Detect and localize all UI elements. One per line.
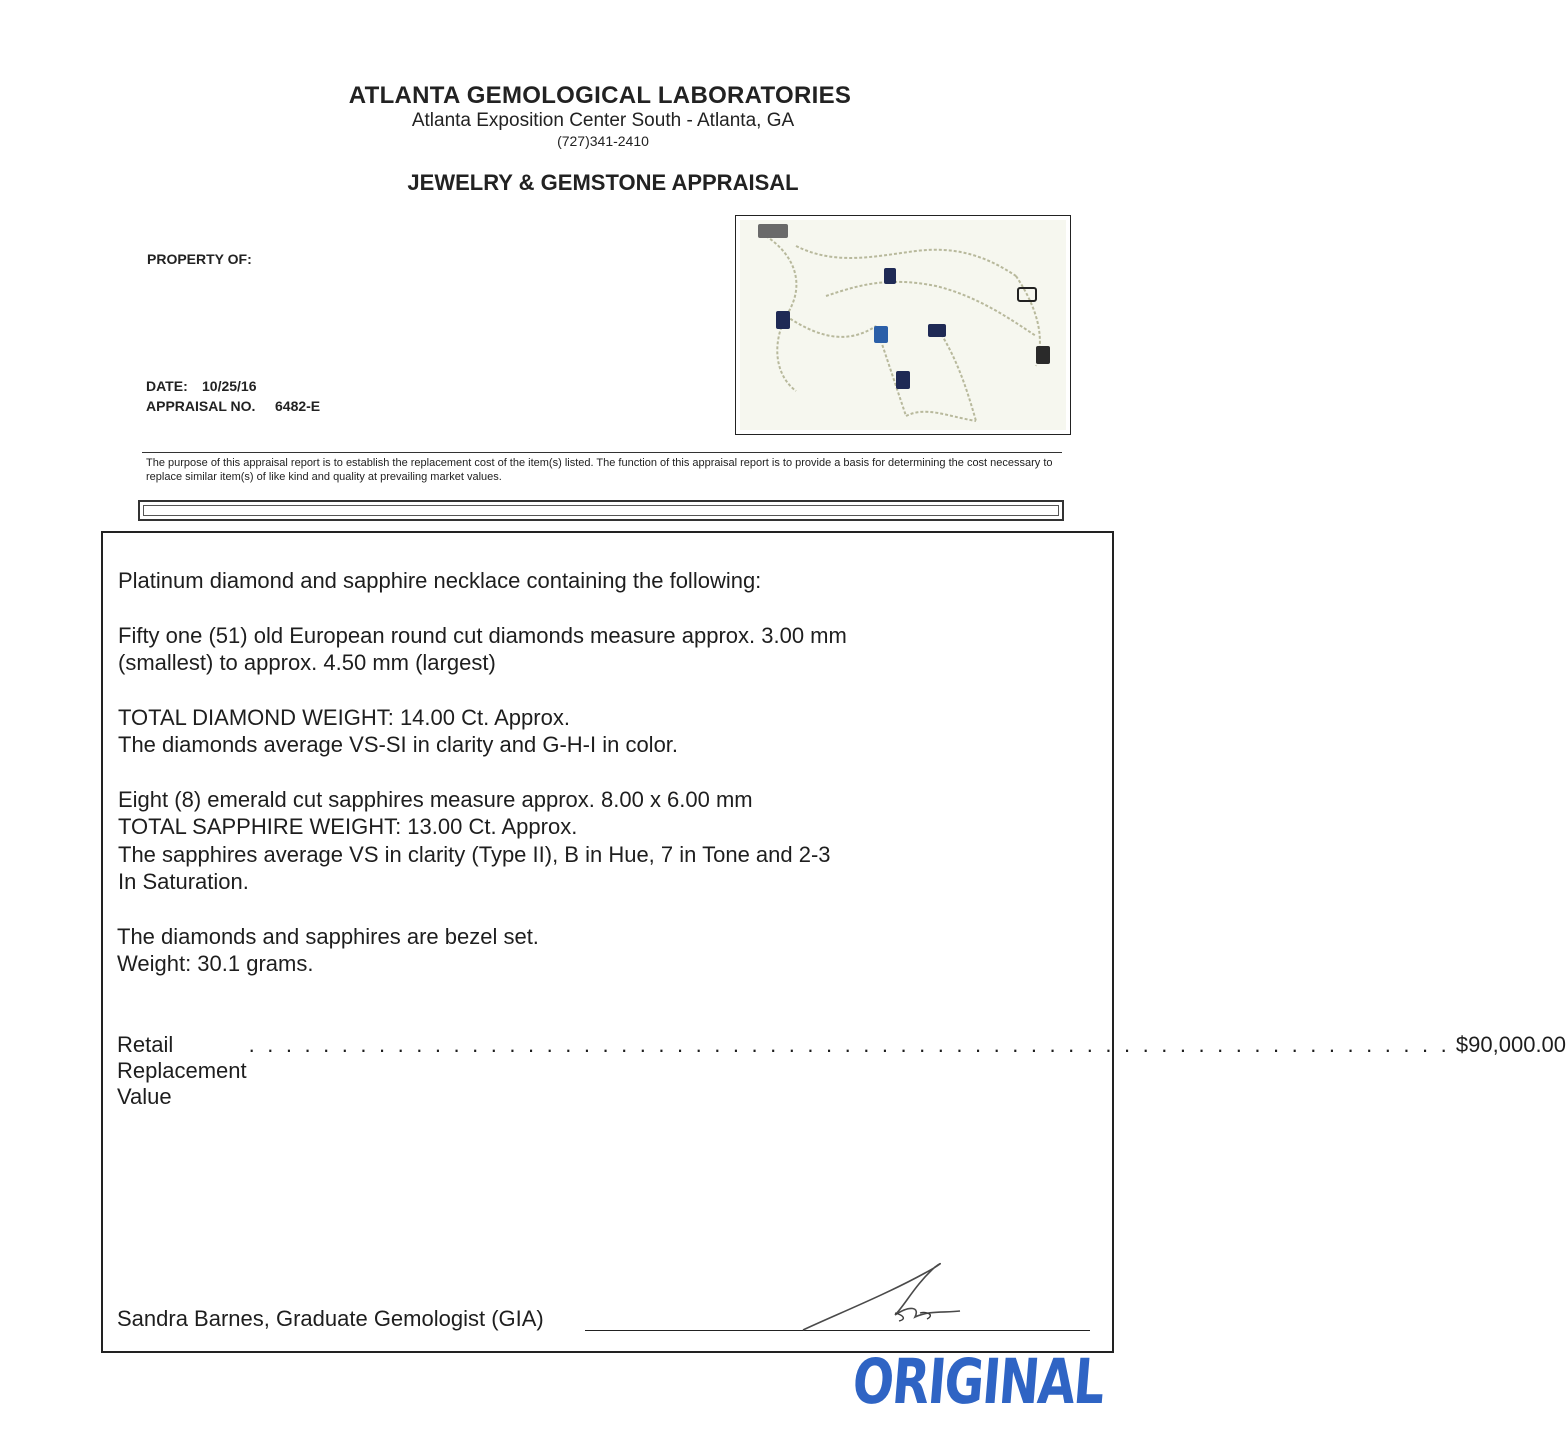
date-value: 10/25/16 (202, 378, 257, 394)
divider-box-inner (143, 505, 1059, 516)
valuation-label: Retail Replacement Value (117, 1032, 247, 1109)
sapphire-grade-line-1: The sapphires average VS in clarity (Type II), B in Hue, 7 in Tone and 2-3 (118, 842, 831, 867)
total-weight: Weight: 30.1 grams. (117, 951, 314, 976)
appraisal-no-label: APPRAISAL NO. (146, 398, 256, 414)
valuation-amount: $90,000.00 (1455, 1032, 1566, 1057)
sapphire-grade-line-2: In Saturation. (118, 869, 249, 894)
item-photo (735, 215, 1071, 435)
appraisal-no-value: 6482-E (275, 398, 321, 414)
original-stamp: ORIGINAL (850, 1345, 1107, 1418)
property-of-label: PROPERTY OF: (147, 251, 252, 267)
date-label: DATE: (146, 378, 188, 394)
diamond-weight: TOTAL DIAMOND WEIGHT: 14.00 Ct. Approx. (118, 705, 570, 730)
necklace-image (736, 216, 1070, 434)
setting-note: The diamonds and sapphires are bezel set. (117, 924, 539, 949)
lab-name: ATLANTA GEMOLOGICAL LABORATORIES (348, 82, 852, 109)
handwritten-signature (795, 1255, 985, 1335)
diamond-grade: The diamonds average VS-SI in clarity and G-H-I in color. (118, 732, 679, 757)
diamonds-line-1: Fifty one (51) old European round cut diamonds measure approx. 3.00 mm (118, 623, 847, 648)
document-title: JEWELRY & GEMSTONE APPRAISAL (407, 170, 799, 195)
lab-phone: (727)341-2410 (557, 133, 649, 149)
description-intro: Platinum diamond and sapphire necklace containing the following: (118, 568, 762, 593)
valuation-leader: . . . . . . . . . . . . . . . . . . . . . . . . . . . . . . . . . . . . . . . . . . . . . . . . . . . . . . . . . . . . . . . . . (248, 1032, 1450, 1057)
sapphires-line-1: Eight (8) emerald cut sapphires measure approx. 8.00 x 6.00 mm (118, 787, 753, 812)
header-rule (142, 452, 1062, 453)
diamonds-line-2: (smallest) to approx. 4.50 mm (largest) (118, 650, 496, 675)
sapphire-weight: TOTAL SAPPHIRE WEIGHT: 13.00 Ct. Approx. (118, 814, 578, 839)
lab-address: Atlanta Exposition Center South - Atlanta, GA (411, 110, 795, 131)
purpose-statement: The purpose of this appraisal report is to establish the replacement cost of the item(s) listed. The function of this appraisal report is to provide a basis for determining the cost necessary to replace similar item(s) of like kind and quality at prevailing market values. (146, 457, 1053, 483)
appraiser-name: Sandra Barnes, Graduate Gemologist (GIA) (117, 1306, 544, 1331)
valuation-row (117, 1032, 1566, 1110)
